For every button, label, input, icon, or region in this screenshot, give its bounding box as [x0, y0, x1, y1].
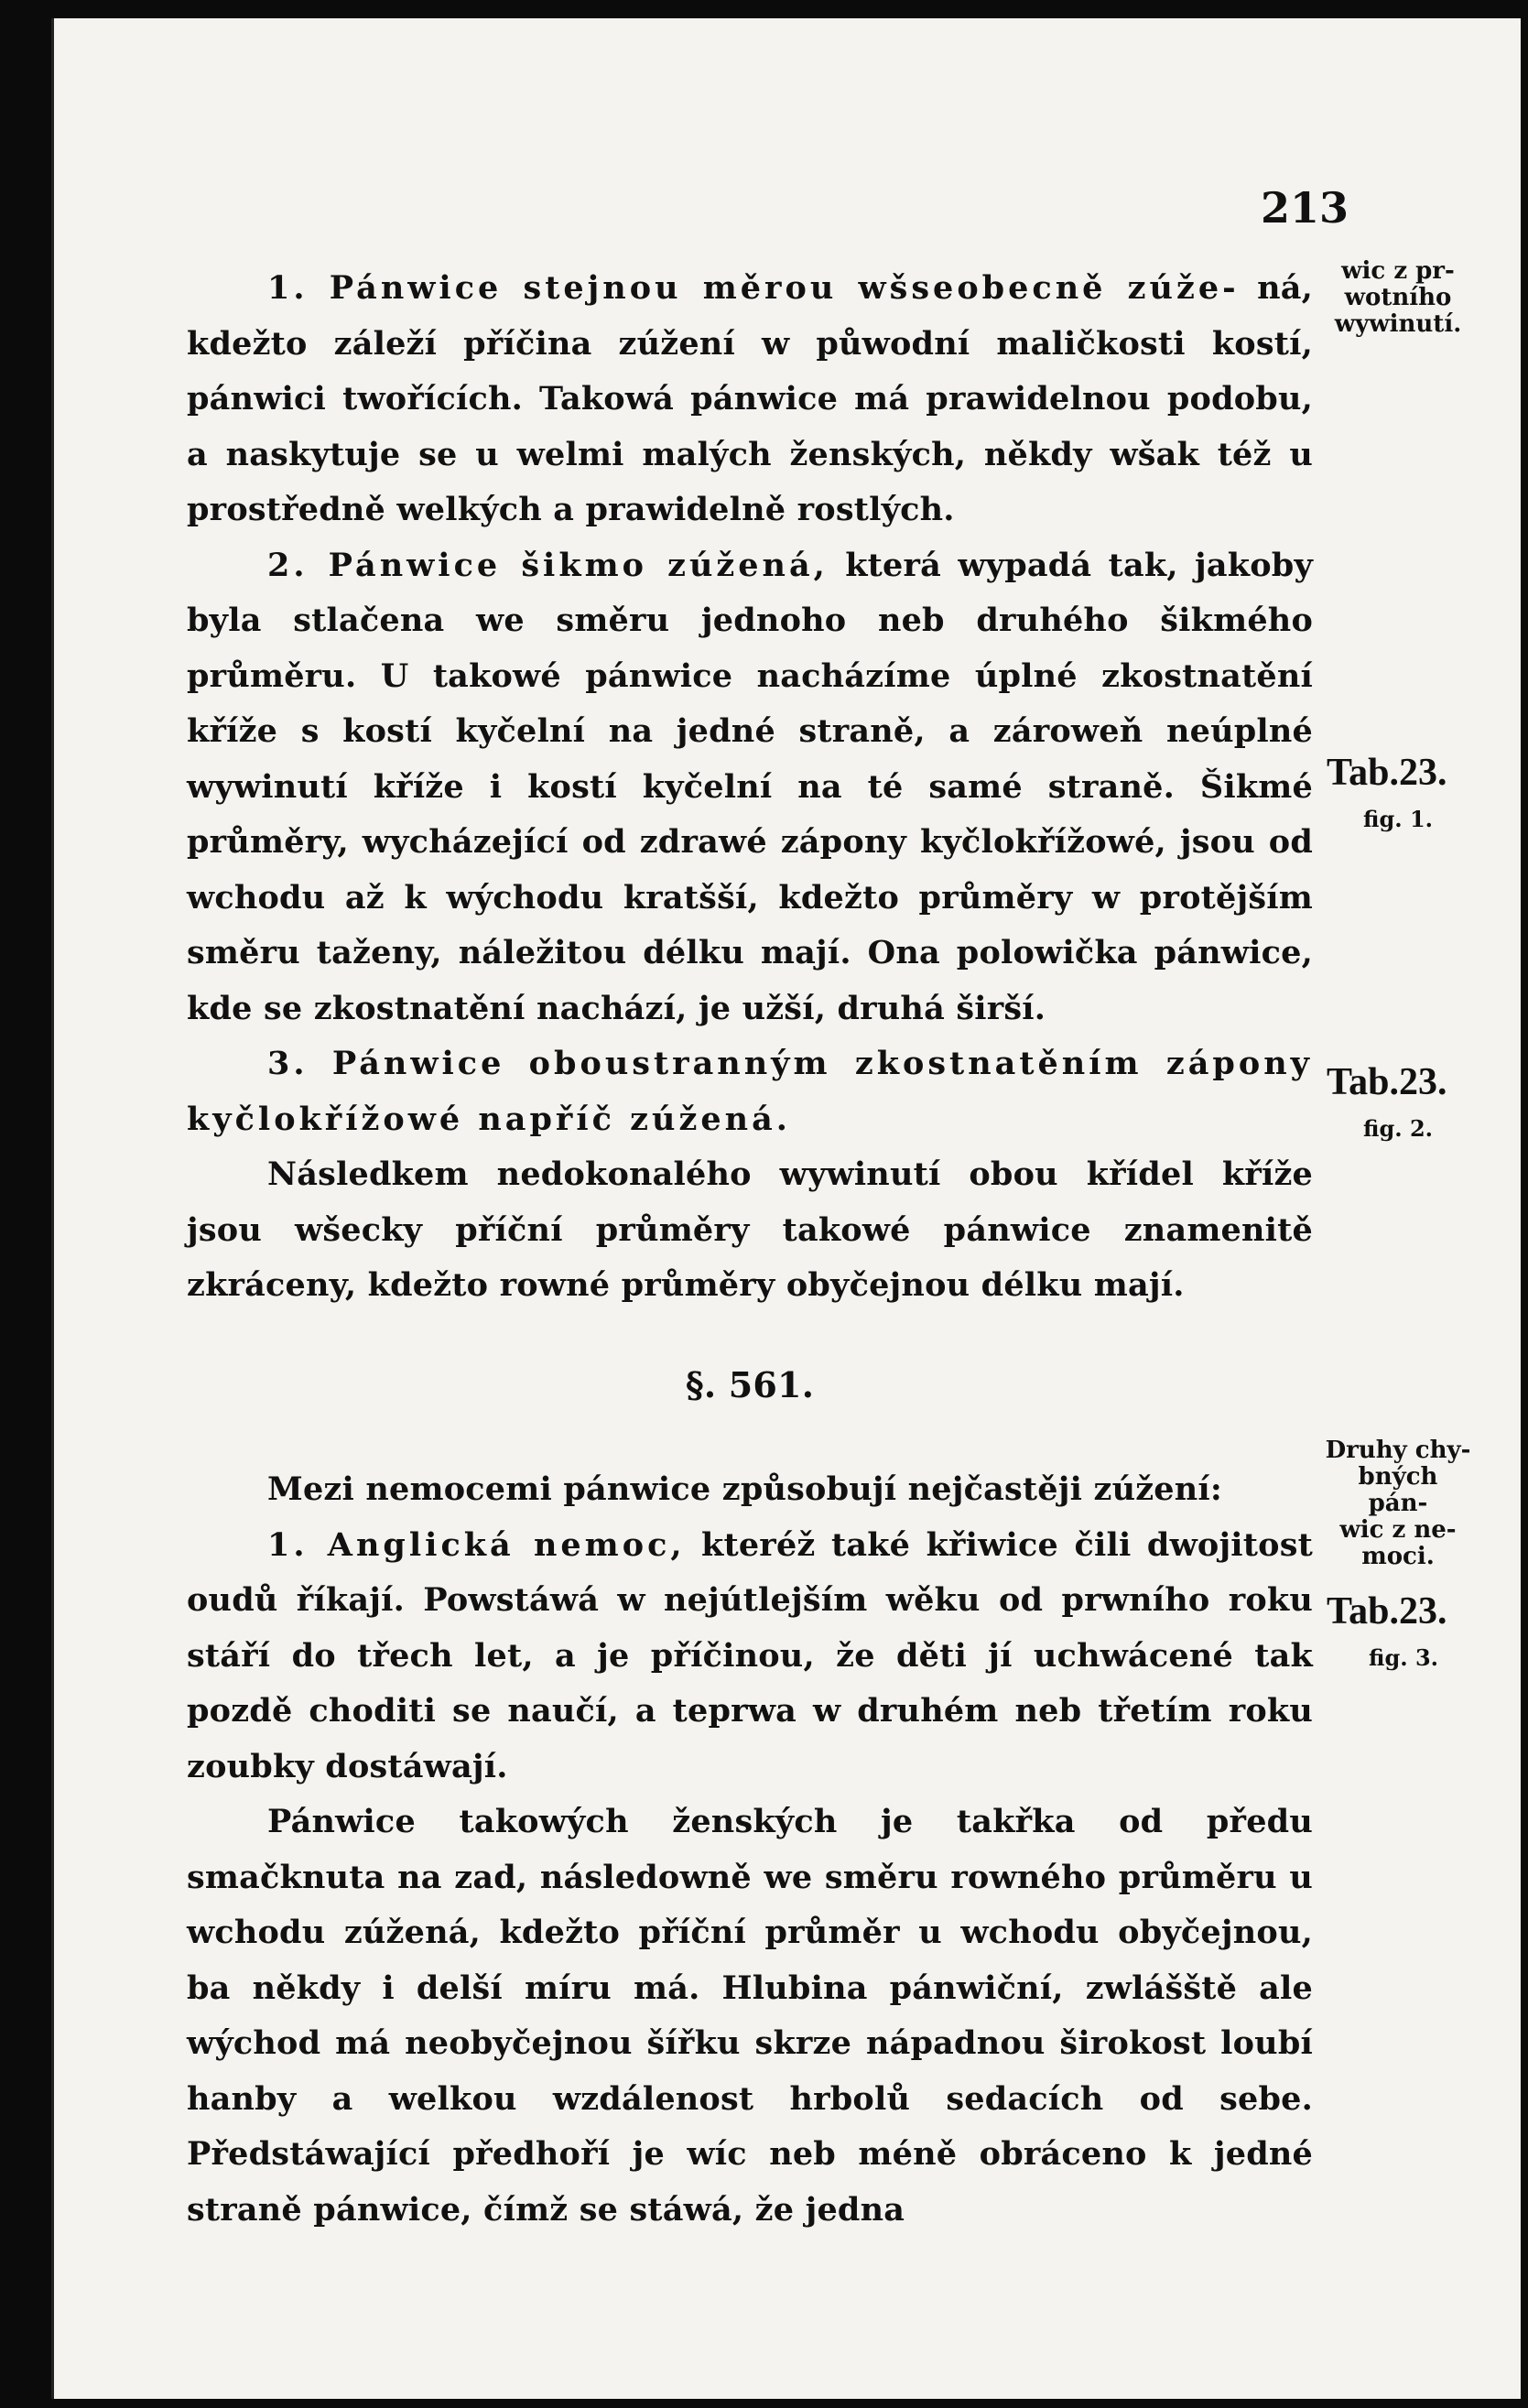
table-ref-2: Tab.23.	[1327, 1061, 1447, 1103]
margin-note-2: Druhy chy- bných pán- wic z ne- moci.	[1325, 1437, 1471, 1570]
paragraph-1: 1. Pánwice stejnou měrou wšseobecně zúže- ná, kdežto záleží příčina zúžení w půwodní maličkosti kostí, pánwici twořících. Takowá pánwice má prawidelnou podobu, a naskytuje se u welmi malých ženských, někdy wšak též u prostředně welkých a prawidelně rostlých.	[187, 269, 1313, 528]
paragraph-7: Pánwice takowých ženských je takřka od předu smačknuta na zad, následowně we směru rowného průměru u wchodu zúžená, kdežto příční průměr u wchodu obyčejnou, ba někdy i delší míru má. Hlubina pánwiční, zwlášště ale wýchod má neobyčejnou šířku skrze nápadnou širokost loubí hanby a welkou wzdálenost hrbolů sedacích od sebe. Předstáwající předhoří je wíc neb méně obráceno k jedné straně pánwice, čímž se stáwá, že jedna	[187, 1803, 1313, 2229]
paragraph-5: Mezi nemocemi pánwice způsobují nejčastěji zúžení:	[267, 1470, 1223, 1508]
figure-ref-1: fig. 1.	[1363, 806, 1433, 832]
book-page	[51, 18, 1521, 2399]
figure-ref-3: fig. 3.	[1369, 1644, 1438, 1671]
main-text	[187, 261, 1313, 2238]
margin-note-1: wic z pr- wotního wywinutí.	[1334, 257, 1462, 338]
paragraph-2: 2. Pánwice šikmo zúžená, která wypadá tak, jakoby byla stlačena we směru jednoho neb druhého šikmého průměru. U takowé pánwice nacházíme úplné zkostnatění kříže s kostí kyčelní na jedné straně, a zároweň neúplné wywinutí kříže i kostí kyčelní na té samé straně. Šikmé průměry, wycházející od zdrawé zápony kyčlokřížowé, jsou od wchodu až k wýchodu kratšší, kdežto průměry w protějším směru taženy, náležitou délku mají. Ona polowička pánwice, kde se zkostnatění nachází, je užší, druhá širší.	[187, 546, 1313, 1027]
paragraph-6: 1. Anglická nemoc, kteréž také křiwice čili dwojitost oudů říkají. Powstáwá w nejútlejším wěku od prwního roku stáří do třech let, a je příčinou, že děti jí uchwácené tak pozdě choditi se naučí, a teprwa w druhém neb třetím roku zoubky dostáwají.	[187, 1525, 1313, 1785]
table-ref-1: Tab.23.	[1327, 752, 1447, 794]
paragraph-3: 3. Pánwice oboustranným zkostnatěním zápony kyčlokřížowé napříč zúžená.	[187, 1045, 1313, 1138]
figure-ref-2: fig. 2.	[1363, 1115, 1433, 1142]
page-number: 213	[1261, 183, 1349, 233]
table-ref-3: Tab.23.	[1327, 1590, 1447, 1632]
paragraph-4: Následkem nedokonalého wywinutí obou křídel kříže jsou wšecky příční průměry takowé pánwice znamenitě zkráceny, kdežto rowné průměry obyčejnou délku mají.	[187, 1155, 1313, 1304]
section-heading: §. 561.	[685, 1363, 815, 1405]
